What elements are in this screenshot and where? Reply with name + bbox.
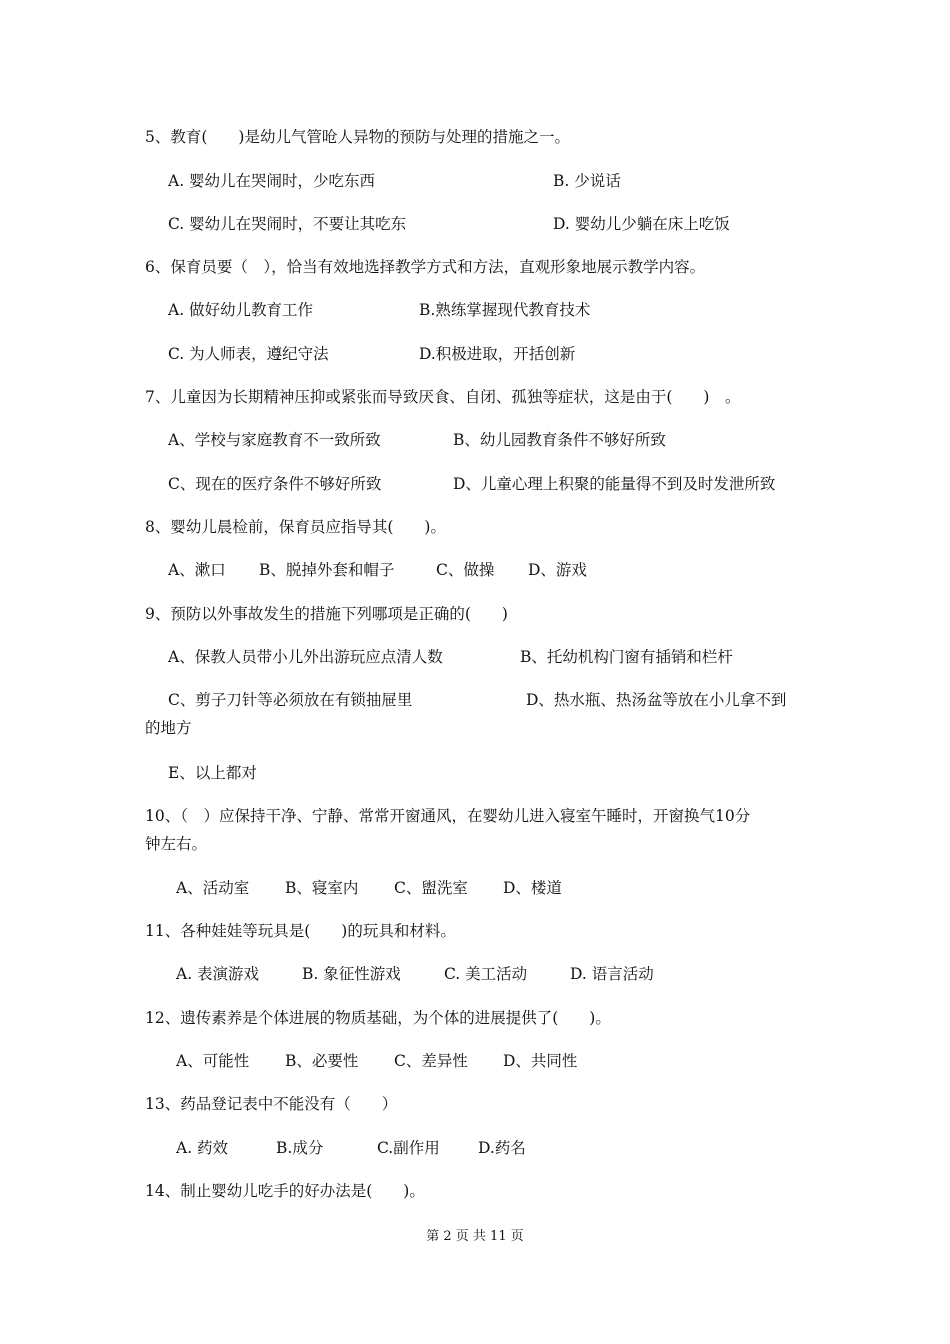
question-6-option-d: D.积极进取，开括创新: [419, 345, 576, 363]
question-6-option-b: B.熟练掌握现代教育技术: [419, 301, 591, 319]
question-8-option-b: B、脱掉外套和帽子: [259, 561, 395, 579]
question-12-option-c: C、差异性: [394, 1052, 468, 1070]
question-12-option-a: A、可能性: [176, 1052, 250, 1070]
question-9-option-b: B、托幼机构门窗有插销和栏杆: [520, 648, 733, 666]
question-9-stem: 9、预防以外事故发生的措施下列哪项是正确的( ): [145, 605, 508, 623]
question-13-option-d: D.药名: [478, 1139, 526, 1157]
page-number-footer: 第 2 页 共 11 页: [426, 1229, 524, 1244]
question-13-option-a: A. 药效: [176, 1139, 229, 1157]
question-7-stem: 7、儿童因为长期精神压抑或紧张而导致厌食、自闭、孤独等症状，这是由于( ) 。: [145, 388, 741, 406]
question-12-option-d: D、共同性: [503, 1052, 578, 1070]
question-8-option-d: D、游戏: [528, 561, 587, 579]
question-11-option-c: C. 美工活动: [444, 965, 528, 983]
question-9-option-d: D、热水瓶、热汤盆等放在小儿拿不到: [526, 691, 787, 709]
question-5-stem: 5、教育( )是幼儿气管呛人异物的预防与处理的措施之一。: [145, 128, 570, 146]
question-7-option-d: D、儿童心理上积聚的能量得不到及时发泄所致: [453, 475, 776, 493]
question-11-option-b: B. 象征性游戏: [302, 965, 401, 983]
question-12-option-b: B、必要性: [285, 1052, 359, 1070]
question-7-option-c: C、现在的医疗条件不够好所致: [168, 475, 382, 493]
question-6-stem: 6、保育员要（ ），恰当有效地选择教学方式和方法，直观形象地展示教学内容。: [145, 258, 706, 276]
question-13-option-b: B.成分: [276, 1139, 324, 1157]
question-10-stem-continued: 钟左右。: [145, 835, 208, 853]
question-10-option-d: D、楼道: [503, 879, 562, 897]
question-9-option-e: E、以上都对: [168, 764, 257, 782]
question-13-stem: 13、药品登记表中不能没有（ ）: [145, 1095, 398, 1113]
question-11-stem: 11、各种娃娃等玩具是( )的玩具和材料。: [145, 922, 456, 940]
question-7-option-b: B、幼儿园教育条件不够好所致: [453, 431, 666, 449]
question-10-option-c: C、盥洗室: [394, 879, 468, 897]
question-11-option-a: A. 表演游戏: [176, 965, 260, 983]
question-9-option-c: C、剪子刀针等必须放在有锁抽屉里: [168, 691, 413, 709]
question-5-option-c: C. 婴幼儿在哭闹时，不要让其吃东: [168, 215, 407, 233]
question-10-stem: 10、（ ）应保持干净、宁静、常常开窗通风，在婴幼儿进入寝室午睡时，开窗换气10分: [145, 807, 751, 825]
question-14-stem: 14、制止婴幼儿吃手的好办法是( )。: [145, 1182, 425, 1200]
question-12-stem: 12、遗传素养是个体进展的物质基础，为个体的进展提供了( )。: [145, 1009, 611, 1027]
question-8-stem: 8、婴幼儿晨检前，保育员应指导其( )。: [145, 518, 446, 536]
question-10-option-a: A、活动室: [176, 879, 250, 897]
question-8-option-a: A、漱口: [168, 561, 226, 579]
question-10-option-b: B、寝室内: [285, 879, 359, 897]
question-9-option-d-continued: 的地方: [145, 719, 192, 737]
question-8-option-c: C、做操: [436, 561, 495, 579]
question-5-option-b: B. 少说话: [553, 172, 621, 190]
question-9-option-a: A、保教人员带小儿外出游玩应点清人数: [168, 648, 443, 666]
question-11-option-d: D. 语言活动: [570, 965, 654, 983]
question-5-option-a: A. 婴幼儿在哭闹时，少吃东西: [168, 172, 376, 190]
question-6-option-c: C. 为人师表，遵纪守法: [168, 345, 329, 363]
question-7-option-a: A、学校与家庭教育不一致所致: [168, 431, 381, 449]
question-13-option-c: C.副作用: [377, 1139, 440, 1157]
question-6-option-a: A. 做好幼儿教育工作: [168, 301, 314, 319]
question-5-option-d: D. 婴幼儿少躺在床上吃饭: [553, 215, 730, 233]
